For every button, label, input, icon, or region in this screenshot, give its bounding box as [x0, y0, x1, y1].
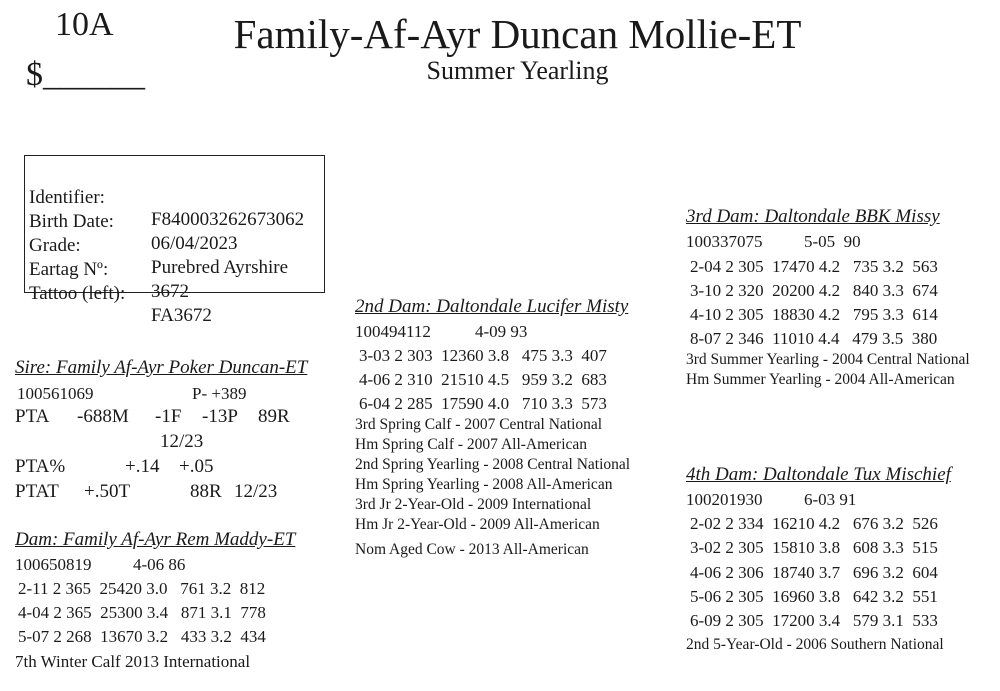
- third-dam-record: 3-10 2 320 20200 4.2 840 3.3 674: [690, 281, 938, 300]
- second-dam-record: 3-03 2 303 12360 3.8 475 3.3 407: [359, 346, 607, 365]
- sire-pta-r: 89R: [258, 406, 290, 427]
- id-label: Tattoo (left):: [29, 283, 126, 304]
- id-value: FA3672: [151, 305, 212, 326]
- dam-record: 2-11 2 365 25420 3.0 761 3.2 812: [18, 579, 266, 598]
- sire-ptap-p: +.05: [179, 456, 214, 477]
- second-dam-award: 3rd Jr 2-Year-Old - 2009 International: [355, 496, 592, 513]
- third-dam-record: 2-04 2 305 17470 4.2 735 3.2 563: [690, 257, 938, 276]
- fourth-dam-record: 4-06 2 306 18740 3.7 696 3.2 604: [690, 563, 938, 582]
- fourth-dam-award: 2nd 5-Year-Old - 2006 Southern National: [686, 636, 944, 653]
- second-dam-record: 4-06 2 310 21510 4.5 959 3.2 683: [359, 370, 607, 389]
- sire-ptap-f: +.14: [125, 456, 160, 477]
- second-dam-classification: 4-09 93: [475, 322, 528, 341]
- animal-name-title: Family-Af-Ayr Duncan Mollie-ET: [233, 11, 802, 57]
- dam-title: Dam: Family Af-Ayr Rem Maddy-ET: [15, 529, 296, 550]
- fourth-dam-title: 4th Dam: Daltondale Tux Mischief: [686, 464, 951, 485]
- sire-ptat-r: 88R: [190, 481, 222, 502]
- second-dam-reg: 100494112: [355, 322, 431, 341]
- dam-reg: 100650819: [15, 555, 92, 574]
- dam-record: 5-07 2 268 13670 3.2 433 3.2 434: [18, 627, 266, 646]
- third-dam-record: 4-10 2 305 18830 4.2 795 3.3 614: [690, 305, 938, 324]
- sire-reg: 100561069: [17, 384, 94, 403]
- sire-pta-date: 12/23: [160, 431, 204, 452]
- sire-ptat-label: PTAT: [15, 481, 59, 502]
- lot-number: 10A: [55, 6, 114, 43]
- fourth-dam-record: 5-06 2 305 16960 3.8 642 3.2 551: [690, 587, 938, 606]
- third-dam-record: 8-07 2 346 11010 4.4 479 3.5 380: [690, 329, 938, 348]
- second-dam-record: 6-04 2 285 17590 4.0 710 3.3 573: [359, 394, 607, 413]
- second-dam-award: Hm Jr 2-Year-Old - 2009 All-American: [355, 516, 600, 533]
- sire-title: Sire: Family Af-Ayr Poker Duncan-ET: [15, 357, 308, 378]
- id-value: 3672: [151, 281, 189, 302]
- fourth-dam-record: 6-09 2 305 17200 3.4 579 3.1 533: [690, 611, 938, 630]
- third-dam-reg: 100337075: [686, 232, 763, 251]
- sire-pta-label: PTA: [15, 406, 50, 427]
- sire-pta-f: -1F: [155, 406, 182, 427]
- second-dam-award: Hm Spring Yearling - 2008 All-American: [355, 476, 613, 493]
- sire-ptat-value: +.50T: [84, 481, 131, 502]
- sire-pta-m: -688M: [77, 406, 129, 427]
- fourth-dam-record: 2-02 2 334 16210 4.2 676 3.2 526: [690, 514, 938, 533]
- id-value: Purebred Ayrshire: [151, 257, 289, 278]
- fourth-dam-record: 3-02 2 305 15810 3.8 608 3.3 515: [690, 538, 938, 557]
- third-dam-award: 3rd Summer Yearling - 2004 Central National: [686, 351, 970, 368]
- second-dam-award: Nom Aged Cow - 2013 All-American: [355, 541, 589, 558]
- sire-ptap-label: PTA%: [15, 456, 66, 477]
- second-dam-title: 2nd Dam: Daltondale Lucifer Misty: [355, 296, 629, 317]
- third-dam-classification: 5-05 90: [804, 232, 861, 251]
- third-dam-award: Hm Summer Yearling - 2004 All-American: [686, 371, 955, 388]
- fourth-dam-reg: 100201930: [686, 490, 763, 509]
- id-value: F840003262673062: [151, 209, 305, 230]
- class-subtitle: Summer Yearling: [426, 56, 609, 85]
- identification-box: [24, 155, 325, 326]
- id-label: Grade:: [29, 235, 81, 256]
- price-blank: $______: [26, 56, 145, 93]
- dam-award: 7th Winter Calf 2013 International: [15, 652, 251, 671]
- sire-production: P- +389: [192, 384, 247, 403]
- id-label: Eartag Nº:: [29, 259, 109, 280]
- sire-ptat-date: 12/23: [234, 481, 278, 502]
- id-label: Birth Date:: [29, 211, 114, 232]
- id-label: Identifier:: [29, 187, 105, 208]
- third-dam-title: 3rd Dam: Daltondale BBK Missy: [686, 206, 940, 227]
- dam-record: 4-04 2 365 25300 3.4 871 3.1 778: [18, 603, 266, 622]
- second-dam-award: 3rd Spring Calf - 2007 Central National: [355, 416, 603, 433]
- fourth-dam-classification: 6-03 91: [804, 490, 857, 509]
- second-dam-award: Hm Spring Calf - 2007 All-American: [355, 436, 588, 453]
- sire-pta-p: -13P: [202, 406, 238, 427]
- second-dam-award: 2nd Spring Yearling - 2008 Central National: [355, 456, 631, 473]
- dam-classification: 4-06 86: [133, 555, 186, 574]
- id-value: 06/04/2023: [151, 233, 238, 254]
